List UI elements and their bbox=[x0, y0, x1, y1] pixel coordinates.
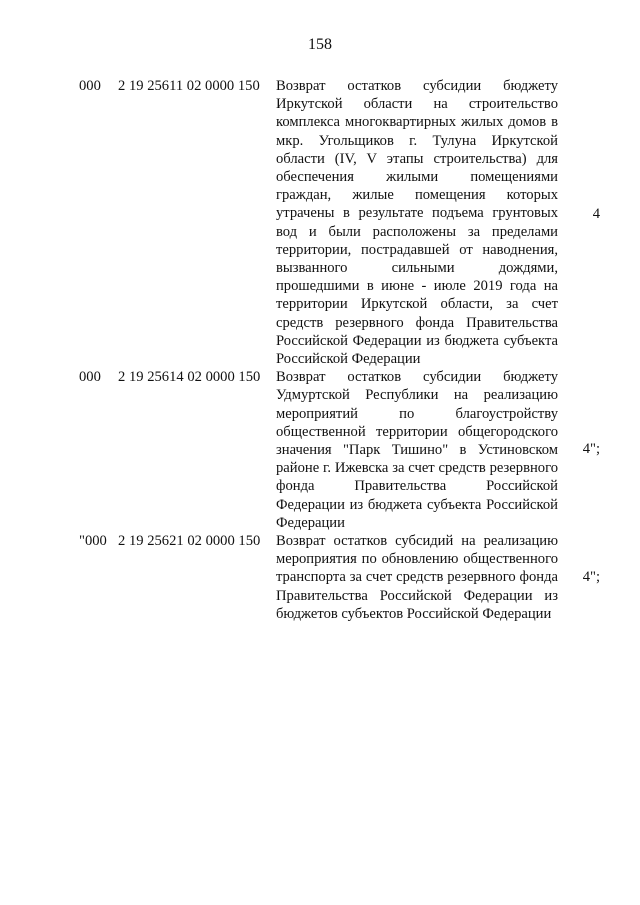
page-number: 158 bbox=[308, 36, 332, 53]
budget-classification-code: 2 19 25614 02 0000 150 bbox=[118, 369, 261, 386]
admin-code: 000 bbox=[79, 369, 101, 386]
income-name: Возврат остатков субсидии бюджету Иркутской области на строительство комплекса многоквартирных жилых домов в мкр. Угольщиков г. Тулуна Иркутской области (IV, V этапы строительства) для обеспечения жилыми помещениями граждан, жилые помещения которых утрачены в результате подъема грунтовых вод и были расположены за пределами территории, пострадавшей от наводнения, вызванного сильными дождями, прошедшими в июне - июле 2019 года на территории Иркутской области, за счет средств резервного фонда Правительства Российской Федерации из бюджета субъекта Российской Федерации bbox=[276, 78, 558, 368]
amount-value: 4"; bbox=[582, 569, 600, 586]
amount-value: 4 bbox=[592, 206, 600, 222]
income-name: Возврат остатков субсидии бюджету Удмуртской Республики на реализацию мероприятий по благоустройству общественной территории общегородского значения "Парк Тишино" в Устиновском районе г. Ижевска за счет средств резервного фонда Правительства Российской Федерации из бюджета субъекта Российской Федерации bbox=[276, 369, 558, 531]
amount-value: 4"; bbox=[582, 441, 600, 458]
table-row bbox=[0, 532, 640, 623]
admin-code: 000 bbox=[79, 78, 101, 94]
table-row bbox=[0, 77, 640, 368]
budget-classification-code: 2 19 25621 02 0000 150 bbox=[118, 533, 261, 550]
table-row bbox=[0, 368, 640, 532]
admin-code: "000 bbox=[79, 533, 107, 550]
income-name: Возврат остатков субсидий на реализацию мероприятия по обновлению общественного транспорта за счет средств резервного фонда Правительства Российской Федерации из бюджетов субъектов Российской Федерации bbox=[276, 533, 558, 622]
budget-classification-code: 2 19 25611 02 0000 150 bbox=[118, 78, 260, 94]
budget-table bbox=[0, 77, 640, 623]
